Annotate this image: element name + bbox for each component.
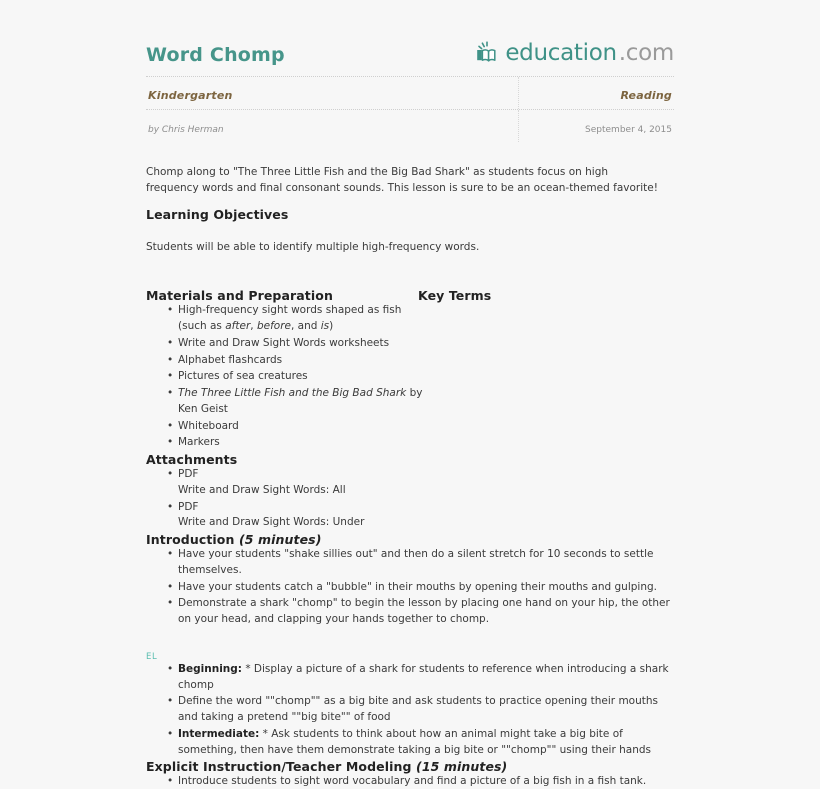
taxonomy-row <box>146 76 674 109</box>
key-terms-column <box>418 288 674 303</box>
attachment-name[interactable]: Write and Draw Sight Words: All <box>178 483 346 496</box>
attachment-type: PDF <box>178 500 199 513</box>
grade-cell <box>146 77 518 109</box>
attachments-list <box>146 467 674 532</box>
grade-label: Kindergarten <box>148 89 233 102</box>
list-item: • Define the word ""chomp"" as a big bite and ask students to practice opening their mouths and taking a pretend ""big bite"" of food <box>178 694 673 727</box>
lesson-plan-page <box>146 0 674 789</box>
brand-name: education <box>505 39 617 66</box>
explicit-instruction-list <box>146 774 674 789</box>
date-cell <box>518 110 674 142</box>
learning-objectives-heading: Learning Objectives <box>146 207 289 223</box>
lesson-description: Chomp along to "The Three Little Fish and the Big Bad Shark" as students focus on high frequency words and final consonant sounds. This lesson is sure to be an ocean-themed favorite! <box>146 166 658 195</box>
document-header <box>146 0 674 142</box>
list-item: • Beginning: * Display a picture of a shark for students to reference when introducing a shark chomp <box>178 662 673 695</box>
list-item: • Write and Draw Sight Words worksheets <box>178 336 428 353</box>
list-item: • Whiteboard <box>178 419 428 436</box>
introduction-duration: (5 minutes) <box>238 532 322 548</box>
key-terms-heading: Key Terms <box>418 288 492 304</box>
open-book-icon <box>475 41 503 65</box>
explicit-instruction-heading-text: Explicit Instruction/Teacher Modeling <box>146 759 412 775</box>
attachment-type: PDF <box>178 468 199 481</box>
materials-keyterms-row <box>146 288 674 303</box>
introduction-heading-text: Introduction <box>146 532 235 548</box>
title-row <box>146 41 674 76</box>
list-item: • Introduce students to sight word vocabulary and find a picture of a big fish in a fish tank. <box>178 774 673 789</box>
list-item: • The Three Little Fish and the Big Bad Shark by Ken Geist <box>178 386 428 419</box>
list-item: • Intermediate: * Ask students to think about how an animal might take a big bite of something, then have them demonstrate taking a big bite or ""chomp"" using their hands <box>178 727 673 760</box>
attachment-name[interactable]: Write and Draw Sight Words: Under <box>178 516 365 529</box>
explicit-instruction-duration: (15 minutes) <box>416 759 508 775</box>
learning-objectives-text: Students will be able to identify multiple high-frequency words. <box>146 241 480 254</box>
explicit-instruction-heading <box>146 759 674 774</box>
brand-suffix: .com <box>618 39 674 66</box>
subject-cell <box>518 77 674 109</box>
author-cell <box>146 110 518 142</box>
attachments-heading: Attachments <box>146 452 238 468</box>
list-item: • Have your students catch a "bubble" in their mouths by opening their mouths and gulping. <box>178 580 673 597</box>
list-item: • High-frequency sight words shaped as fish (such as after, before, and is) <box>178 303 428 336</box>
materials-list <box>146 303 674 452</box>
list-item: • Have your students "shake sillies out" and then do a silent stretch for 10 seconds to settle themselves. <box>178 547 673 580</box>
el-support-tag: EL <box>146 651 158 662</box>
el-support-list <box>146 662 674 760</box>
materials-heading: Materials and Preparation <box>146 288 333 304</box>
vertical-divider <box>518 110 519 142</box>
list-item: • Alphabet flashcards <box>178 353 428 370</box>
list-item: • Pictures of sea creatures <box>178 369 428 386</box>
list-item: • Demonstrate a shark "chomp" to begin the lesson by placing one hand on your hip, the other on your head, and clapping your hands together to chomp. <box>178 596 673 629</box>
attachment-item[interactable] <box>178 467 673 500</box>
education-com-logo[interactable] <box>475 41 674 66</box>
introduction-heading <box>146 532 674 547</box>
attachment-item[interactable] <box>178 500 673 533</box>
vertical-divider <box>518 77 519 109</box>
page-title: Word Chomp <box>146 44 285 67</box>
materials-column <box>146 288 418 303</box>
byline-row <box>146 109 674 142</box>
subject-label: Reading <box>620 89 672 102</box>
author-byline: by Chris Herman <box>148 125 224 135</box>
introduction-list <box>146 547 674 629</box>
publish-date: September 4, 2015 <box>585 125 672 135</box>
list-item: • Markers <box>178 435 428 452</box>
